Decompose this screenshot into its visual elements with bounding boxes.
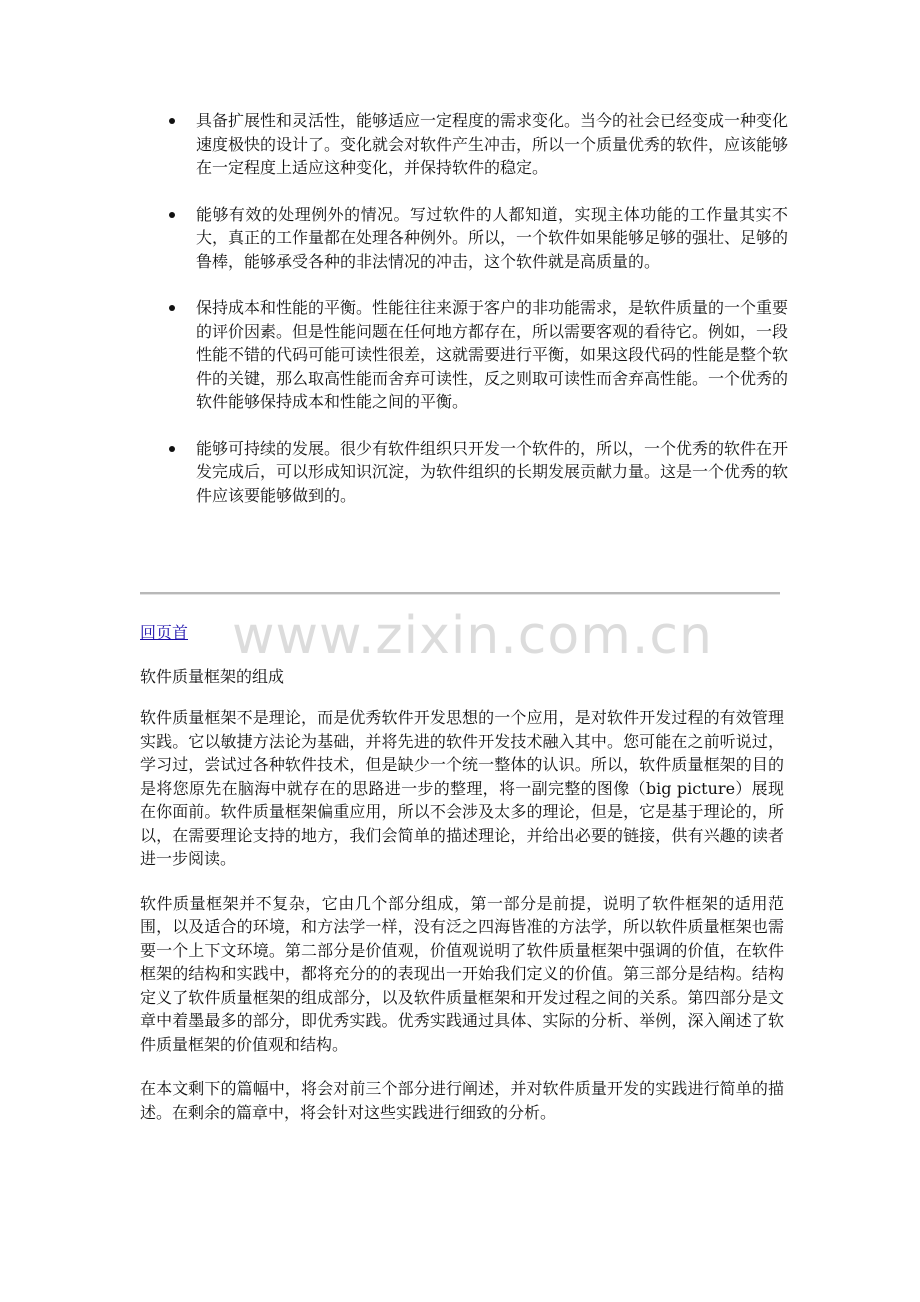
horizontal-divider: [140, 592, 780, 595]
watermark: www.zixin.com.cn: [232, 606, 713, 666]
list-item: [140, 203, 788, 274]
paragraph: 在本文剩下的篇幅中，将会对前三个部分进行阐述，并对软件质量开发的实践进行简单的描述。在剩余的篇章中，将会针对这些实践进行细致的分析。: [140, 1079, 784, 1122]
list-item: [140, 296, 788, 414]
paragraph: 软件质量框架并不复杂，它由几个部分组成，第一部分是前提，说明了软件框架的适用范围，以及适合的环境，和方法学一样，没有泛之四海皆准的方法学，所以软件质量框架也需要一个上下文环境。第二部分是价值观，价值观说明了软件质量框架中强调的价值，在软件框架的结构和实践中，都将充分的的表现出一开始我们定义的价值。第三部分是结构。结构定义了软件质量框架的组成部分，以及软件质量框架和开发过程之间的关系。第四部分是文章中着墨最多的部分，即优秀实践。优秀实践通过具体、实际的分析、举例，深入阐述了软件质量框架的价值观和结构。: [140, 893, 784, 1054]
bullet-icon: [169, 305, 175, 311]
quality-criteria-list: [140, 109, 788, 530]
bullet-icon: [169, 118, 175, 124]
list-item-text: 具备扩展性和灵活性，能够适应一定程度的需求变化。当今的社会已经变成一种变化速度极快的设计了。变化就会对软件产生冲击，所以一个质量优秀的软件，应该能够在一定程度上适应这种变化，并保持软件的稳定。: [196, 111, 789, 177]
list-item-text: 能够有效的处理例外的情况。写过软件的人都知道，实现主体功能的工作量其实不大，真正的工作量都在处理各种例外。所以，一个软件如果能够足够的强壮、足够的鲁棒，能够承受各种的非法情况的冲击，这个软件就是高质量的。: [196, 204, 789, 271]
section-heading: 软件质量框架的组成: [140, 667, 285, 686]
back-to-top-link[interactable]: 回页首: [140, 623, 189, 642]
list-item: [140, 109, 788, 180]
list-item-text: 保持成本和性能的平衡。性能往往来源于客户的非功能需求，是软件质量的一个重要的评价因素。但是性能问题在任何地方都存在，所以需要客观的看待它。例如，一段性能不错的代码可能可读性很差，这就需要进行平衡，如果这段代码的性能是整个软件的关键，那么取高性能而舍弃可读性，反之则取可读性而舍弃高性能。一个优秀的软件能够保持成本和性能之间的平衡。: [196, 298, 789, 411]
list-item-text: 能够可持续的发展。很少有软件组织只开发一个软件的，所以，一个优秀的软件在开发完成后，可以形成知识沉淀，为软件组织的长期发展贡献力量。这是一个优秀的软件应该要能够做到的。: [196, 438, 789, 505]
list-item: [140, 437, 788, 508]
paragraph: 软件质量框架不是理论，而是优秀软件开发思想的一个应用，是对软件开发过程的有效管理实践。它以敏捷方法论为基础，并将先进的软件开发技术融入其中。您可能在之前听说过，学习过，尝试过各种软件技术，但是缺少一个统一整体的认识。所以，软件质量框架的目的是将您原先在脑海中就存在的思路进一步的整理，将一副完整的图像（big picture）展现在你面前。软件质量框架偏重应用，所以不会涉及太多的理论，但是，它是基于理论的，所以，在需要理论支持的地方，我们会简单的描述理论，并给出必要的链接，供有兴趣的读者进一步阅读。: [140, 708, 784, 868]
article-section: [140, 666, 784, 1145]
bullet-icon: [169, 446, 175, 452]
bullet-icon: [169, 212, 175, 218]
